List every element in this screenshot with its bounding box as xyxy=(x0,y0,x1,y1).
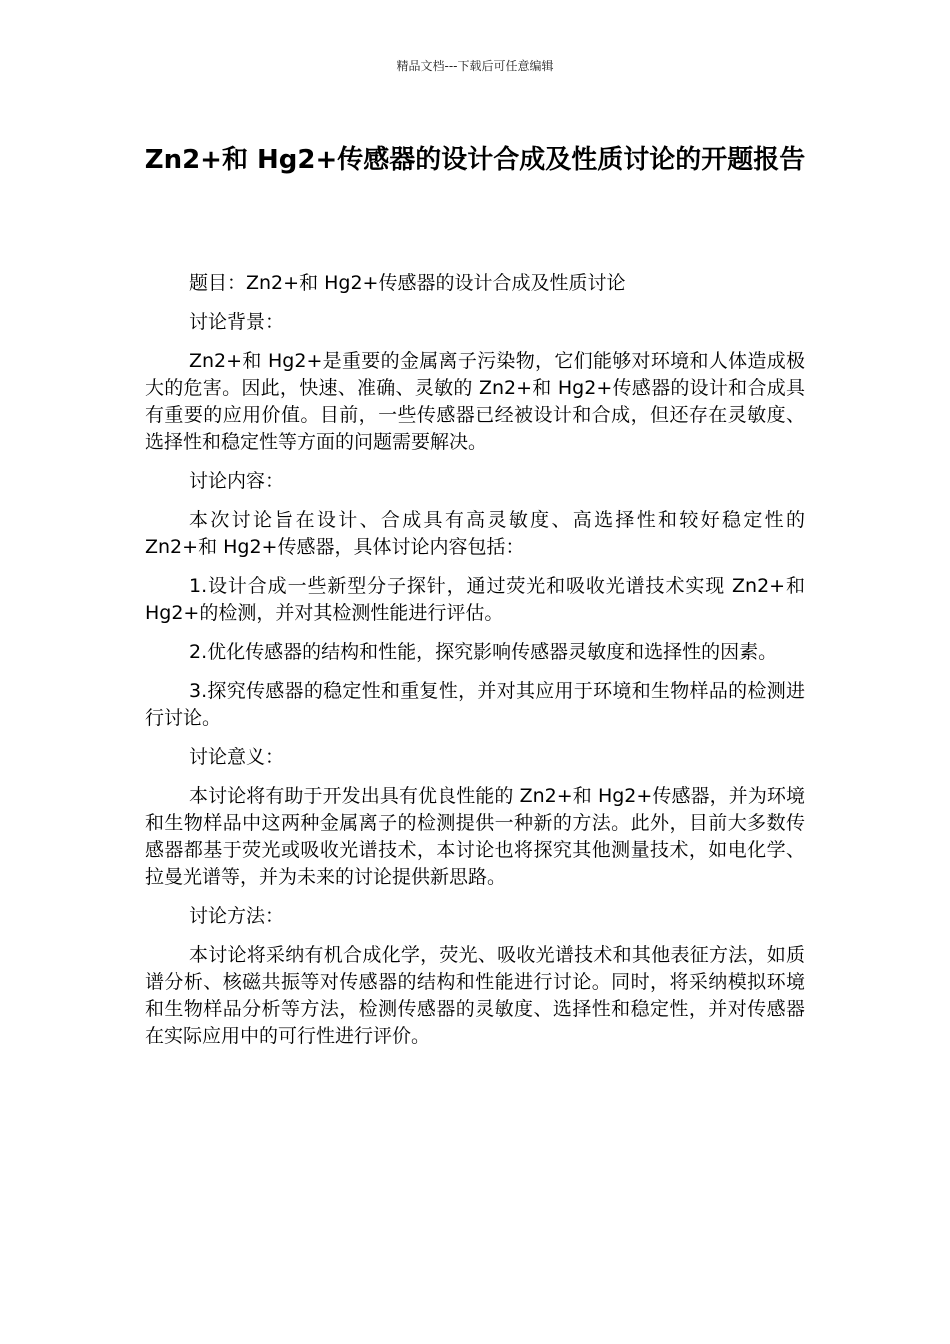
content-item-3: 3.探究传感器的稳定性和重复性，并对其应用于环境和生物样品的检测进行讨论。 xyxy=(145,680,805,729)
content-item-2: 2.优化传感器的结构和性能，探究影响传感器灵敏度和选择性的因素。 xyxy=(189,641,778,663)
background-paragraph: Zn2+和 Hg2+是重要的金属离子污染物，它们能够对环境和人体造成极大的危害。因此，快速、准确、灵敏的 Zn2+和 Hg2+传感器的设计和合成具有重要的应用价值。目前，一些传感器已经被设计和合成，但还存在灵敏度、选择性和稳定性等方面的问题需要解决。 xyxy=(145,350,805,453)
section-heading-methods: 讨论方法： xyxy=(189,905,285,927)
section-heading-content: 讨论内容： xyxy=(189,470,285,492)
section-heading-significance: 讨论意义： xyxy=(189,746,285,768)
content-item-1: 1.设计合成一些新型分子探针，通过荧光和吸收光谱技术实现 Zn2+和 Hg2+的检测，并对其检测性能进行评估。 xyxy=(145,575,805,624)
significance-paragraph: 本讨论将有助于开发出具有优良性能的 Zn2+和 Hg2+传感器，并为环境和生物样品中这两种金属离子的检测提供一种新的方法。此外，目前大多数传感器都基于荧光或吸收光谱技术，本讨论也将探究其他测量技术，如电化学、拉曼光谱等，并为未来的讨论提供新思路。 xyxy=(145,785,805,888)
document-title: Zn2+和 Hg2+传感器的设计合成及性质讨论的开题报告 xyxy=(144,145,806,175)
topic-line: 题目：Zn2+和 Hg2+传感器的设计合成及性质讨论 xyxy=(189,272,626,294)
section-heading-background: 讨论背景： xyxy=(189,311,285,333)
document-body xyxy=(145,270,805,1062)
content-intro-paragraph: 本次讨论旨在设计、合成具有高灵敏度、高选择性和较好稳定性的 Zn2+和 Hg2+传感器，具体讨论内容包括： xyxy=(145,509,805,558)
header-note: 精品文档---下载后可任意编辑 xyxy=(396,59,554,73)
methods-paragraph: 本讨论将采纳有机合成化学，荧光、吸收光谱技术和其他表征方法，如质谱分析、核磁共振等对传感器的结构和性能进行讨论。同时，将采纳模拟环境和生物样品分析等方法，检测传感器的灵敏度、选择性和稳定性，并对传感器在实际应用中的可行性进行评价。 xyxy=(145,944,805,1047)
